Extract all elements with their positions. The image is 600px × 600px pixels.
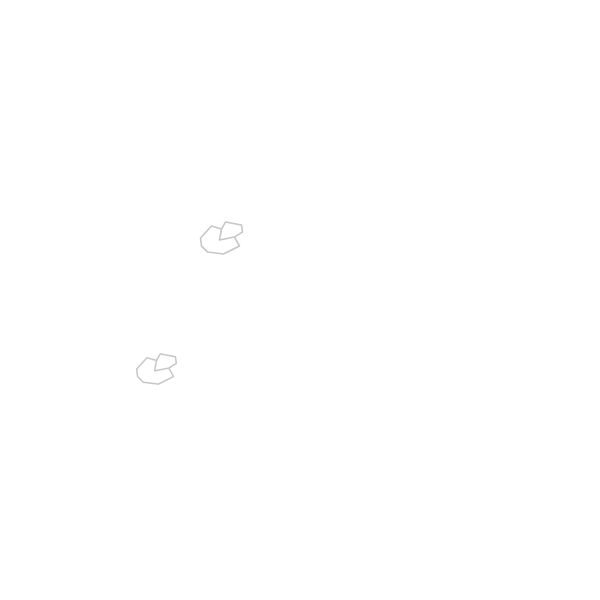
marker-a-badge [148, 323, 167, 342]
marker-r-badge [168, 401, 186, 419]
marker-b-badge [216, 270, 233, 287]
